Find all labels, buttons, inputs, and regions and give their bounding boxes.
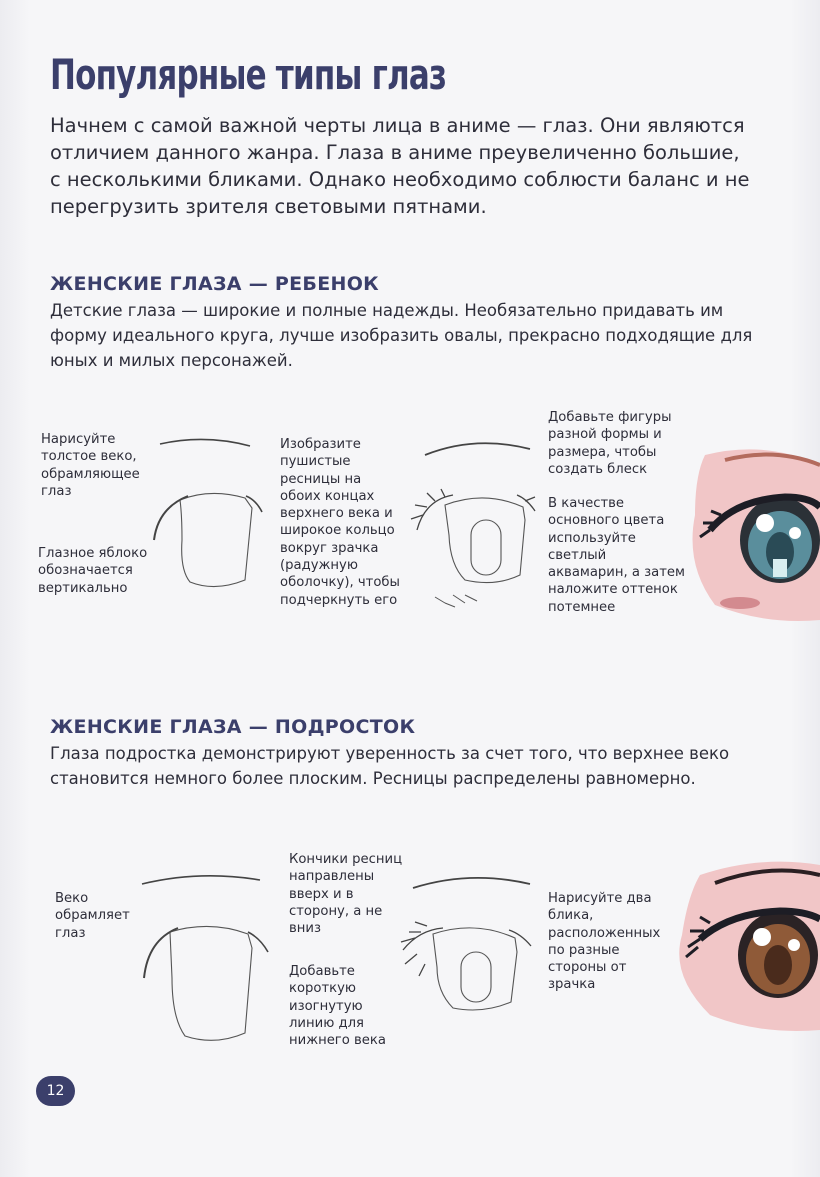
child-eye-colored-aqua [685,445,820,625]
section-paragraph-child: Детские глаза — широкие и полные надежды. Необязательно придавать им форму идеального круга, лучше изобразить овалы, прекрасно подходящие для юных и милых персонажей. [50,301,753,370]
page-number-badge: 12 [36,1076,75,1106]
note-lash-tips: Кончики ресниц направлены вверх и в сторону, а не вниз [289,852,403,937]
note-lower-lid: Добавьте короткую изогнутую линию для нижнего века [289,964,386,1049]
page-title: Популярные типы глаз [50,50,447,99]
note-two-highlights: Нарисуйте два блика, расположенных по разные стороны от зрачка [548,891,661,993]
teen-eye-colored-brown [670,855,820,1035]
note-lashes-iris: Изобразите пушистые ресницы на обоих концах верхнего века и широкое кольцо вокруг зрачка (радужную оболочку), чтобы подчеркнуть его [280,437,400,608]
note-lid-frames: Веко обрамляет глаз [55,891,130,941]
note-base-color: В качестве основного цвета используйте светлый аквамарин, а затем наложите оттенок потемнее [548,496,685,615]
section-paragraph-teen: Глаза подростка демонстрируют уверенность за счет того, что верхнее веко становится немного более плоским. Ресницы распределены равномерно. [50,744,730,788]
intro-paragraph: Начнем с самой важной черты лица в аниме — глаз. Они являются отличием данного жанра. Глаза в аниме преувеличенно большие, с несколькими бликами. Однако необходимо соблюсти баланс и не перегрузить зрителя световыми пятнами. [50,114,750,218]
teen-eye-sketch-outline [130,868,280,1058]
section-heading-child: ЖЕНСКИЕ ГЛАЗА — РЕБЕНОК [50,273,379,295]
note-eyeball-vertical: Глазное яблоко обозначается вертикально [38,546,148,596]
note-highlights: Добавьте фигуры разной формы и размера, чтобы создать блеск [548,410,672,477]
child-eye-sketch-lashes [405,435,550,615]
note-thick-lid: Нарисуйте толстое веко, обрамляющее глаз [41,432,140,499]
child-eye-sketch-outline [150,430,280,605]
teen-eye-sketch-lashes [395,872,545,1047]
section-heading-teen: ЖЕНСКИЕ ГЛАЗА — ПОДРОСТОК [50,716,416,738]
